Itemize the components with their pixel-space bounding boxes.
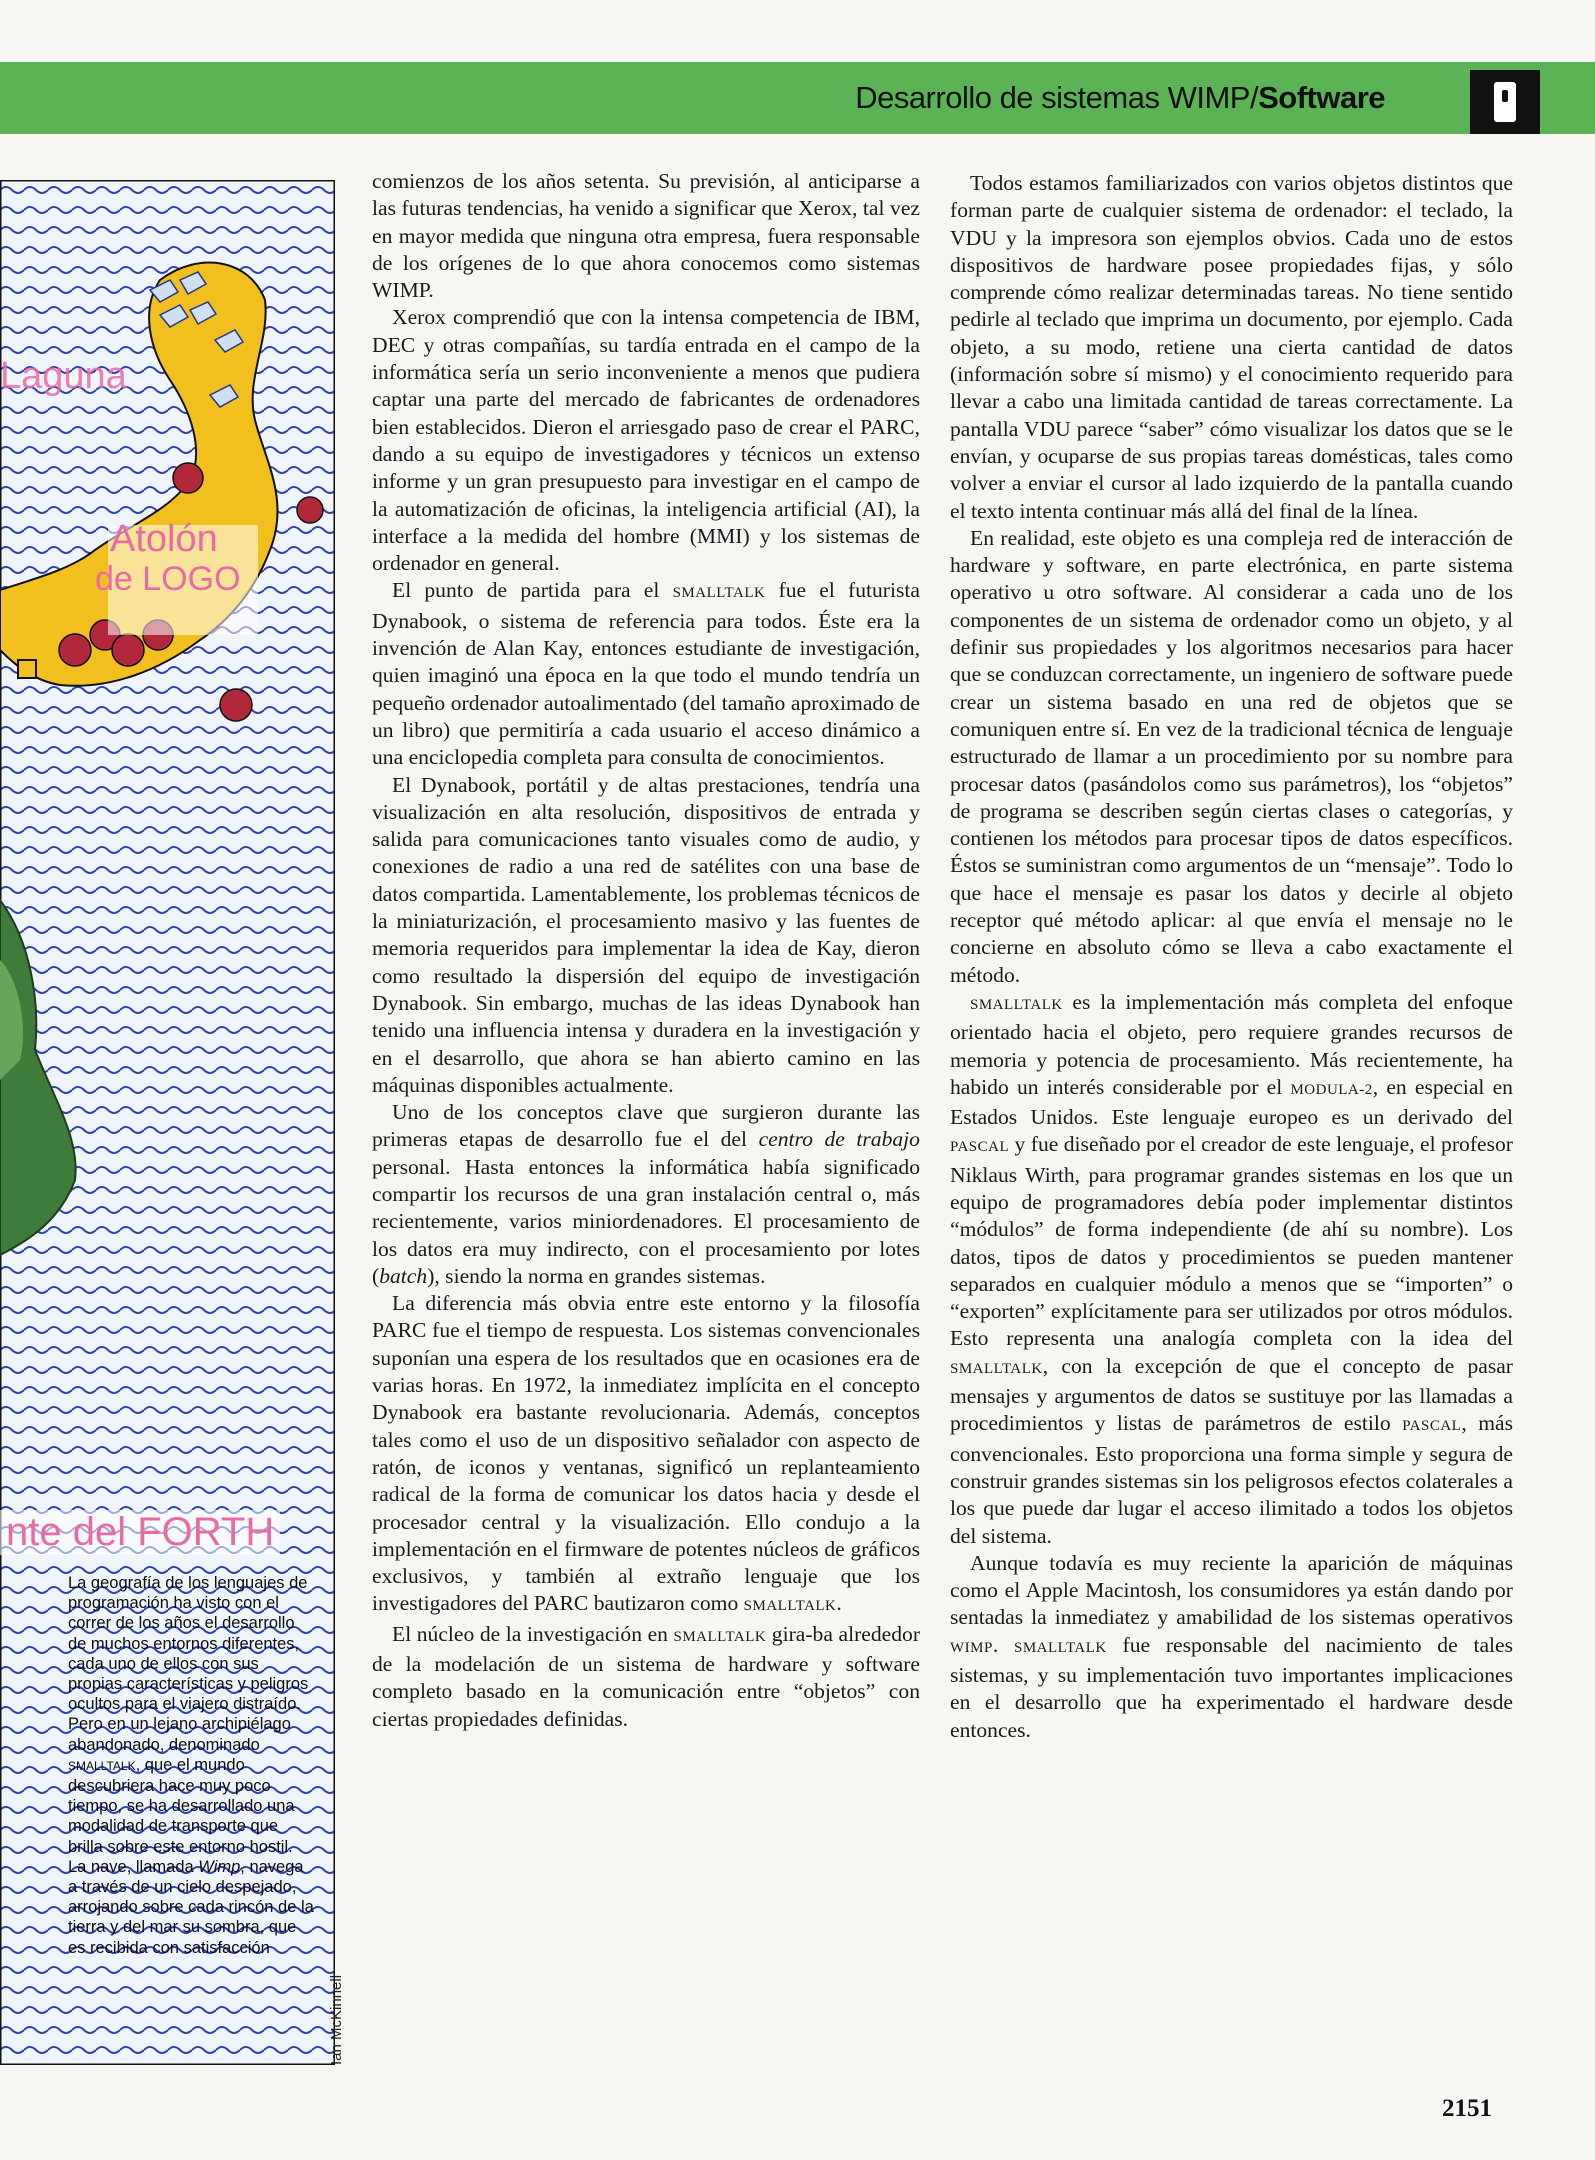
- paragraph: Aunque todavía es muy reciente la aparición de máquinas como el Apple Macintosh, los consumidores ya están dando por sentadas la inmediatez y amabilidad de los sistemas operativos WIMP. SMALLTALK fue responsable del nacimiento de tales sistemas, y su implementación tuvo importantes implicaciones en el desarrollo que ha experimentado el hardware desde entonces.: [950, 1550, 1514, 1742]
- illustration-label-atolon: Atolón: [110, 518, 218, 560]
- illustration-caption: La geografía de los lenguajes de programación ha visto con el correr de los años el desarrollo de muchos entornos diferentes, cada uno de ellos con sus propias características y peligros ocultos para el viajero distraído. Pero en un lejano archipiélago abandonado, denominado SMALLTALK, que el mundo descubriera hace muy poco tiempo, se ha desarrollado una modalidad de transporte que brilla sobre este entorno hostil. La nave, llamada Wimp, navega a través de un cielo despejado, arrojando sobre cada rincón de la tierra y del mar su sombra, que es recibida con satisfacción: [68, 1574, 314, 1957]
- page-number: 2151: [1442, 2095, 1492, 2122]
- paragraph: La diferencia más obvia entre este entorno y la filosofía PARC fue el tiempo de respuesta. Los sistemas convencionales suponían una espera de los resultados que en ocasiones era de varias horas. En 1972, la inmediatez implícita en el concepto Dynabook era bastante revolucionaria. Además, conceptos tales como el uso de un dispositivo señalador con aspecto de ratón, de iconos y ventanas, significó un replanteamiento radical de la forma de comunicar los datos hacia y desde el procesador central y la visualización. Ello condujo a la implementación en el firmware de potentes núcleos de gráficos exclusivos, y también al extraño lenguaje que los investigadores del PARC bautizaron como SMALLTALK.: [372, 1291, 920, 1616]
- illustration-label-laguna: Laguna: [0, 355, 127, 397]
- paragraph: Uno de los conceptos clave que surgieron durante las primeras etapas de desarrollo fue el del centro de trabajo personal. Hasta entonces la informática había significado compartir los recursos de una gran instalación central o, más recientemente, varios miniordenadores. El procesamiento de los datos era muy indirecto, con el procesamiento por lotes (batch), siendo la norma en grandes sistemas.: [372, 1100, 920, 1288]
- paragraph: El núcleo de la investigación en SMALLTALK gira-ba alrededor de la modelación de un sistema de hardware y software completo basado en la comunicación entre “objetos” con ciertas propiedades definidas.: [372, 1621, 921, 1731]
- paragraph: En realidad, este objeto es una compleja red de interacción de hardware y software, en parte electrónica, en parte sistema operativo u otro software. Al considerar a cada uno de los componentes de un sistema de ordenador como un objeto, y al definir sus propiedades y los algoritmos necesarios para hacer que se conduzcan correctamente, un ingeniero de software puede crear un sistema basado en una red de objetos que se comuniquen entre sí. En vez de la tradicional técnica de lenguaje estructurado de llamar a un procedimiento por su nombre para procesar datos (pasándolos como sus parámetros), los “objetos” de programa se describen según ciertas clases o categorías, y contienen los métodos para procesar tipos de datos específicos. Éstos se suministran como argumentos de un “mensaje”. Todo lo que hace el mensaje es pasar los datos y decirle al objeto receptor qué método aplicar: al que envía el mensaje no le concierne en absoluto cómo se lleva a cabo exactamente el método.: [950, 525, 1513, 987]
- illustration-label-de-logo: de LOGO: [95, 560, 241, 598]
- paragraph: comienzos de los años setenta. Su previsión, al anticiparse a las futuras tendencias, ha venido a significar que Xerox, tal vez en mayor medida que ninguna otra empresa, fuera responsable de los orígenes de lo que ahora conocemos como sistemas WIMP.: [372, 169, 920, 303]
- paragraph: El punto de partida para el SMALLTALK fue el futurista Dynabook, o sistema de referencia para todos. Éste era la invención de Alan Kay, entonces estudiante de investigación, quien imaginó una época en la que todo el mundo tendría un pequeño ordenador autoalimentado (del tamaño aproximado de un libro) que permitiría a cada usuario el acceso dinámico a una enciclopedia completa para consulta de conocimientos.: [372, 578, 920, 770]
- section-title-bold: Software: [1258, 80, 1385, 115]
- text-column-1: [372, 168, 920, 1733]
- paragraph: El Dynabook, portátil y de altas prestaciones, tendría una visualización en alta resolución, dispositivos de entrada y salida para comunicaciones tanto visuales como de audio, y conexiones de radio a una red de satélites con una base de datos compartida. Lamentablemente, los problemas técnicos de la miniaturización, el procesamiento masivo y las fuentes de memoria requeridos para implementar la idea de Kay, dieron como resultado la dispersión del equipo de investigación Dynabook. Sin embargo, muchas de las ideas Dynabook han tenido una influencia intensa y duradera en la investigación y en el desarrollo, que ahora se han abierto camino en las máquinas disponibles actualmente.: [372, 772, 920, 1097]
- paragraph: Todos estamos familiarizados con varios objetos distintos que forman parte de cualquier sistema de ordenador: el teclado, la VDU y la impresora son ejemplos obvios. Cada uno de estos dispositivos de hardware posee propiedades fijas, y sólo comprende cómo realizar determinadas tareas. No tiene sentido pedirle al teclado que imprima un documento, por ejemplo. Cada objeto, a su modo, retiene una cierta cantidad de datos (información sobre sí mismo) y el conocimiento requerido para llevar a cabo una limitada cantidad de tareas correctamente. La pantalla VDU parece “saber” cómo visualizar los datos que se le envían, y ocuparse de sus propias tareas domésticas, tales como volver a enviar el cursor al lado izquierdo de la pantalla cuando el texto intenta continuar más allá del final de la línea.: [950, 171, 1513, 523]
- floppy-disk-icon: [1470, 70, 1540, 134]
- paragraph: SMALLTALK es la implementación más completa del enfoque orientado hacia el objeto, pero requiere grandes recursos de memoria y potencia de procesamiento. Más recientemente, ha habido un interés considerable por el MODULA-2, en especial en Estados Unidos. Este lenguaje europeo es un derivado del PASCAL y fue diseñado por el creador de este lenguaje, el profesor Niklaus Wirth, para programar grandes sistemas en los que un equipo de programadores debía poder implementar distintos “módulos” de forma independiente (de ahí su nombre). Los datos, tipos de datos y procedimientos se pueden mantener separados en cualquier módulo a menos que se “importen” o “exporten” explícitamente para ser utilizados por otros módulos. Esto representa una analogía completa con la idea del SMALLTALK, con la excepción de que el concepto de pasar mensajes y argumentos de datos se sustituye por las llamadas a procedimientos y listas de parámetros de estilo PASCAL, más convencionales. Esto proporciona una forma simple y segura de construir grandes sistemas sin los peligrosos efectos colaterales a los que puede dar lugar el acceso ilimitado a todos los objetos del sistema.: [950, 989, 1513, 1548]
- text-column-2: [950, 170, 1513, 1744]
- paragraph: Xerox comprendió que con la intensa competencia de IBM, DEC y otras compañías, su tardía entrada en el campo de la informática sería un serio inconveniente a menos que pudiera captar una parte del mercado de fabricantes de ordenadores bien establecidos. Dieron el arriesgado paso de crear el PARC, dando a su equipo de investigadores y técnicos un extenso informe y un gran presupuesto para investigar en el campo de la automatización de oficinas, la inteligencia artificial (AI), la interface a la medida del hombre (MMI) y los sistemas de ordenador en general.: [372, 305, 920, 576]
- illustration-credit: Ian McKinnell: [328, 1974, 345, 2065]
- section-title-text: Desarrollo de sistemas WIMP/: [855, 80, 1259, 115]
- illustration-label-forth: nte del FORTH: [0, 1510, 280, 1555]
- section-title: [855, 80, 1385, 116]
